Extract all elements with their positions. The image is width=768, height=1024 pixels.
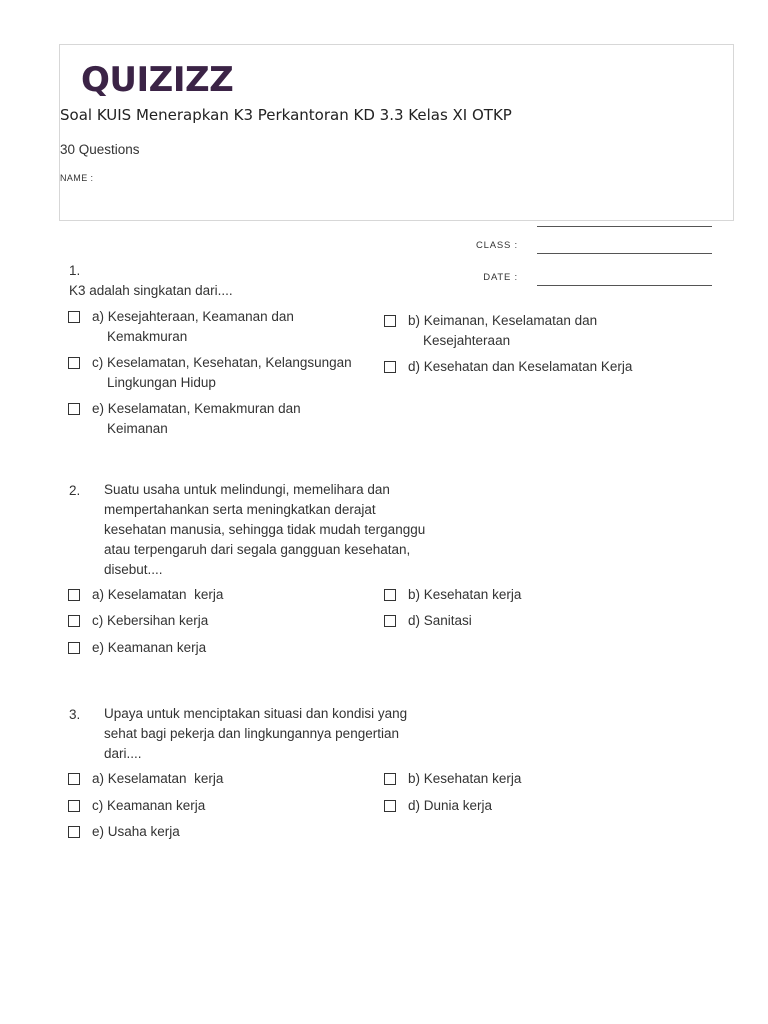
- option-text: Kebersihan kerja: [107, 613, 209, 628]
- option-key: e): [92, 640, 108, 655]
- name-label: NAME :: [60, 173, 94, 183]
- option-key: a): [92, 771, 108, 786]
- question-number: 1.: [69, 263, 81, 278]
- option-text: Kesehatan kerja: [423, 771, 522, 786]
- option-key: c): [92, 798, 107, 813]
- option-key: c): [92, 613, 107, 628]
- option-checkbox[interactable]: [68, 585, 223, 605]
- checkbox-icon[interactable]: [384, 315, 396, 327]
- question-text-line: sehat bagi pekerja dan lingkungannya pengertian: [104, 726, 399, 741]
- option-text: Usaha kerja: [107, 824, 180, 839]
- option-key: e): [92, 824, 108, 839]
- question-text-line: mempertahankan serta meningkatkan derajat: [104, 502, 376, 517]
- option-key: b): [408, 771, 424, 786]
- checkbox-icon[interactable]: [68, 403, 80, 415]
- option-checkbox[interactable]: [384, 357, 632, 377]
- option-checkbox[interactable]: [68, 796, 205, 816]
- checkbox-icon[interactable]: [384, 773, 396, 785]
- option-text: Keselamatan, Kesehatan, Kelangsungan Lingkungan Hidup: [107, 355, 352, 390]
- option-key: a): [92, 309, 108, 324]
- option-checkbox[interactable]: [384, 311, 597, 351]
- option-text: Keselamatan kerja: [107, 587, 224, 602]
- quiz-title: Soal KUIS Menerapkan K3 Perkantoran KD 3.3 Kelas XI OTKP: [60, 106, 512, 124]
- option-text: Keamanan kerja: [107, 798, 206, 813]
- option-checkbox[interactable]: [384, 769, 521, 789]
- checkbox-icon[interactable]: [68, 642, 80, 654]
- question-text-line: Upaya untuk menciptakan situasi dan kondisi yang: [104, 706, 408, 721]
- checkbox-icon[interactable]: [68, 773, 80, 785]
- option-text: Sanitasi: [423, 613, 472, 628]
- option-checkbox[interactable]: [384, 611, 472, 631]
- option-text: Kesehatan dan Keselamatan Kerja: [423, 359, 633, 374]
- date-line: [537, 285, 712, 286]
- option-key: b): [408, 587, 424, 602]
- question-text-line: disebut....: [104, 562, 163, 577]
- quizizz-logo: QUIZIZZ: [81, 60, 234, 100]
- option-text: Keselamatan kerja: [107, 771, 224, 786]
- class-label: CLASS :: [475, 240, 518, 251]
- checkbox-icon[interactable]: [68, 800, 80, 812]
- checkbox-icon[interactable]: [384, 800, 396, 812]
- date-label: DATE :: [483, 272, 518, 283]
- option-text: Kesejahteraan, Keamanan dan Kemakmuran: [107, 309, 294, 344]
- question-text-line: Suatu usaha untuk melindungi, memelihara dan: [104, 482, 390, 497]
- option-text: Keamanan kerja: [107, 640, 207, 655]
- checkbox-icon[interactable]: [68, 311, 80, 323]
- option-checkbox[interactable]: [68, 611, 208, 631]
- checkbox-icon[interactable]: [68, 615, 80, 627]
- option-checkbox[interactable]: [68, 353, 352, 393]
- option-key: d): [408, 613, 424, 628]
- question-number: 2.: [69, 483, 81, 498]
- option-key: d): [408, 359, 424, 374]
- checkbox-icon[interactable]: [68, 589, 80, 601]
- class-line: [537, 253, 712, 254]
- option-key: e): [92, 401, 108, 416]
- checkbox-icon[interactable]: [384, 589, 396, 601]
- question-text: K3 adalah singkatan dari....: [69, 283, 233, 298]
- name-line: [537, 226, 712, 227]
- question-number: 3.: [69, 707, 81, 722]
- question-text: [104, 704, 407, 764]
- question-text-line: kesehatan manusia, sehingga tidak mudah terganggu: [104, 522, 426, 537]
- option-checkbox[interactable]: [68, 399, 301, 439]
- checkbox-icon[interactable]: [384, 615, 396, 627]
- option-key: c): [92, 355, 107, 370]
- option-key: d): [408, 798, 424, 813]
- option-checkbox[interactable]: [68, 822, 180, 842]
- checkbox-icon[interactable]: [384, 361, 396, 373]
- option-key: a): [92, 587, 108, 602]
- option-checkbox[interactable]: [68, 307, 294, 347]
- option-checkbox[interactable]: [384, 796, 492, 816]
- option-text: Kesehatan kerja: [423, 587, 522, 602]
- option-checkbox[interactable]: [384, 585, 521, 605]
- question-text: [104, 480, 425, 580]
- checkbox-icon[interactable]: [68, 357, 80, 369]
- option-key: b): [408, 313, 424, 328]
- option-checkbox[interactable]: [68, 638, 206, 658]
- question-count: 30 Questions: [60, 142, 140, 157]
- question-text-line: atau terpengaruh dari segala gangguan kesehatan,: [104, 542, 411, 557]
- checkbox-icon[interactable]: [68, 826, 80, 838]
- option-checkbox[interactable]: [68, 769, 223, 789]
- question-text-line: dari....: [104, 746, 142, 761]
- option-text: Dunia kerja: [423, 798, 493, 813]
- option-text: Keimanan, Keselamatan dan Kesejahteraan: [423, 313, 598, 348]
- option-text: Keselamatan, Kemakmuran dan Keimanan: [107, 401, 301, 436]
